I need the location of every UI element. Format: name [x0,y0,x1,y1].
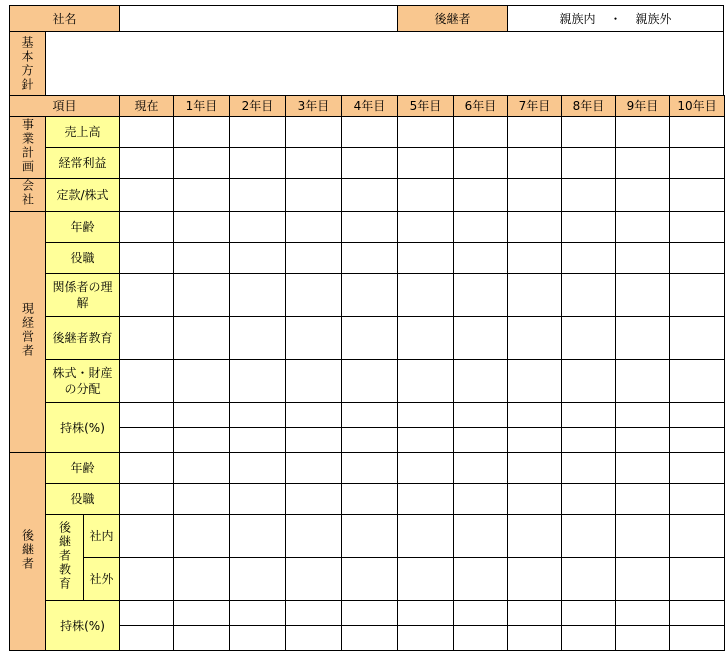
data-cell[interactable] [286,558,342,601]
data-cell[interactable] [174,558,230,601]
internal-label: 社内 [84,515,120,558]
data-cell[interactable] [120,484,174,515]
table-row [10,360,725,403]
period-header: 1年目 [174,96,230,117]
data-cell[interactable] [398,428,454,453]
data-cell[interactable] [230,558,286,601]
data-cell[interactable] [454,515,508,558]
data-cell[interactable] [120,515,174,558]
data-cell[interactable] [616,317,670,360]
table-row [10,317,725,360]
data-cell[interactable] [616,453,670,484]
sales-label: 売上高 [46,117,120,148]
item-header: 項目 [10,96,120,117]
successor-group [10,453,46,651]
period-header: 5年目 [398,96,454,117]
data-cell[interactable] [670,117,725,148]
data-cell[interactable] [562,601,616,626]
data-cell[interactable] [508,117,562,148]
data-cell[interactable] [670,601,725,626]
data-cell[interactable] [398,243,454,274]
data-cell[interactable] [616,484,670,515]
data-cell[interactable] [454,274,508,317]
data-cell[interactable] [398,117,454,148]
data-cell[interactable] [454,117,508,148]
data-cell[interactable] [616,148,670,179]
period-header: 7年目 [508,96,562,117]
table-row [10,453,725,484]
data-cell[interactable] [120,403,174,428]
data-cell[interactable] [174,453,230,484]
data-cell[interactable] [398,453,454,484]
data-cell[interactable] [398,626,454,651]
data-cell[interactable] [230,179,286,212]
data-cell[interactable] [174,117,230,148]
data-cell[interactable] [398,558,454,601]
external-label: 社外 [84,558,120,601]
data-cell[interactable] [286,601,342,626]
data-cell[interactable] [120,558,174,601]
company-label: 社名 [9,5,120,32]
family-choice-field[interactable] [507,5,724,32]
plan-grid [9,95,725,651]
data-cell[interactable] [230,212,286,243]
successor-age-label: 年齢 [46,453,120,484]
data-cell[interactable] [616,626,670,651]
data-cell[interactable] [562,403,616,428]
data-cell[interactable] [120,626,174,651]
successor-education-label: 後継者教育 [46,317,120,360]
data-cell[interactable] [454,558,508,601]
table-row [10,403,725,428]
data-cell[interactable] [286,179,342,212]
period-header: 10年目 [670,96,725,117]
data-cell[interactable] [286,403,342,428]
data-cell[interactable] [342,274,398,317]
data-cell[interactable] [398,212,454,243]
data-cell[interactable] [230,317,286,360]
sheet-header [0,0,726,104]
data-cell[interactable] [562,515,616,558]
data-cell[interactable] [398,360,454,403]
data-cell[interactable] [342,212,398,243]
data-cell[interactable] [508,148,562,179]
data-cell[interactable] [286,274,342,317]
data-cell[interactable] [120,360,174,403]
data-cell[interactable] [286,117,342,148]
business-plan-group [10,117,46,179]
data-cell[interactable] [508,243,562,274]
table-row [10,558,725,601]
data-cell[interactable] [562,558,616,601]
data-cell[interactable] [454,243,508,274]
data-cell[interactable] [174,484,230,515]
data-cell[interactable] [454,453,508,484]
period-header: 9年目 [616,96,670,117]
company-group [10,179,46,212]
data-cell[interactable] [508,484,562,515]
data-cell[interactable] [616,601,670,626]
data-cell[interactable] [398,148,454,179]
data-cell[interactable] [508,179,562,212]
table-row [10,484,725,515]
data-cell[interactable] [562,179,616,212]
data-cell[interactable] [454,212,508,243]
data-cell[interactable] [562,428,616,453]
data-cell[interactable] [508,626,562,651]
data-cell[interactable] [454,179,508,212]
current-manager-group [10,212,46,453]
age-label: 年齢 [46,212,120,243]
data-cell[interactable] [230,428,286,453]
data-cell[interactable] [286,453,342,484]
table-row [10,212,725,243]
data-cell[interactable] [286,360,342,403]
shareholding-label: 持株(%) [46,403,120,453]
data-cell[interactable] [342,626,398,651]
family-in-option[interactable]: 親族内 [559,12,596,26]
data-cell[interactable] [230,403,286,428]
data-cell[interactable] [120,274,174,317]
data-cell[interactable] [120,243,174,274]
data-cell[interactable] [398,274,454,317]
data-cell[interactable] [562,212,616,243]
data-cell[interactable] [670,148,725,179]
data-cell[interactable] [508,403,562,428]
data-cell[interactable] [508,317,562,360]
data-cell[interactable] [174,212,230,243]
data-cell[interactable] [670,558,725,601]
data-cell[interactable] [670,243,725,274]
data-cell[interactable] [454,601,508,626]
data-cell[interactable] [562,243,616,274]
successor-education-group [46,515,84,601]
data-cell[interactable] [562,626,616,651]
data-cell[interactable] [616,360,670,403]
current-manager-group-text: 現経営者 [20,302,35,358]
data-cell[interactable] [454,148,508,179]
data-cell[interactable] [120,601,174,626]
data-cell[interactable] [670,212,725,243]
data-cell[interactable] [286,243,342,274]
data-cell[interactable] [342,148,398,179]
data-cell[interactable] [616,179,670,212]
basic-policy-label-text: 基本方針 [20,36,34,92]
data-cell[interactable] [174,601,230,626]
data-cell[interactable] [286,212,342,243]
stakeholder-understanding-label: 関係者の理解 [46,274,120,317]
table-row [10,148,725,179]
data-cell[interactable] [670,179,725,212]
data-cell[interactable] [342,403,398,428]
data-cell[interactable] [230,117,286,148]
data-cell[interactable] [286,148,342,179]
data-cell[interactable] [454,360,508,403]
data-cell[interactable] [120,179,174,212]
data-cell[interactable] [342,484,398,515]
data-cell[interactable] [342,243,398,274]
period-header: 4年目 [342,96,398,117]
data-cell[interactable] [286,428,342,453]
data-cell[interactable] [670,626,725,651]
data-cell[interactable] [342,179,398,212]
data-cell[interactable] [670,403,725,428]
data-cell[interactable] [454,428,508,453]
data-cell[interactable] [120,148,174,179]
data-cell[interactable] [616,428,670,453]
data-cell[interactable] [508,515,562,558]
data-cell[interactable] [562,453,616,484]
data-cell[interactable] [230,626,286,651]
option-separator: ・ [609,12,622,26]
company-group-text: 会社 [20,179,35,207]
data-cell[interactable] [616,403,670,428]
data-cell[interactable] [398,403,454,428]
data-cell[interactable] [616,243,670,274]
data-cell[interactable] [454,484,508,515]
period-header: 2年目 [230,96,286,117]
data-cell[interactable] [120,428,174,453]
data-cell[interactable] [174,317,230,360]
data-cell[interactable] [398,179,454,212]
ordinary-profit-label: 経常利益 [46,148,120,179]
business-plan-group-text: 事業計画 [20,117,35,174]
data-cell[interactable] [286,515,342,558]
period-header: 現在 [120,96,174,117]
data-cell[interactable] [174,403,230,428]
successor-position-label: 役職 [46,484,120,515]
data-cell[interactable] [616,117,670,148]
data-cell[interactable] [174,428,230,453]
data-cell[interactable] [230,274,286,317]
data-cell[interactable] [342,428,398,453]
data-cell[interactable] [670,274,725,317]
data-cell[interactable] [670,484,725,515]
share-asset-distribution-label: 株式・財産の分配 [46,360,120,403]
data-cell[interactable] [670,453,725,484]
data-cell[interactable] [616,558,670,601]
data-cell[interactable] [508,453,562,484]
data-cell[interactable] [286,484,342,515]
data-cell[interactable] [174,360,230,403]
data-cell[interactable] [616,212,670,243]
data-cell[interactable] [508,558,562,601]
data-cell[interactable] [174,179,230,212]
family-out-option[interactable]: 親族外 [635,12,672,26]
data-cell[interactable] [670,515,725,558]
data-cell[interactable] [454,626,508,651]
data-cell[interactable] [230,148,286,179]
data-cell[interactable] [342,317,398,360]
data-cell[interactable] [508,274,562,317]
data-cell[interactable] [230,484,286,515]
data-cell[interactable] [454,317,508,360]
data-cell[interactable] [230,453,286,484]
table-row [10,179,725,212]
data-cell[interactable] [398,317,454,360]
data-cell[interactable] [508,601,562,626]
successor-group-text: 後継者 [20,528,35,571]
data-cell[interactable] [342,515,398,558]
data-cell[interactable] [342,360,398,403]
company-name-field[interactable] [119,5,398,32]
table-row [10,243,725,274]
data-cell[interactable] [562,484,616,515]
table-row [10,117,725,148]
data-cell[interactable] [562,360,616,403]
data-cell[interactable] [342,601,398,626]
data-cell[interactable] [508,428,562,453]
data-cell[interactable] [230,360,286,403]
data-cell[interactable] [120,453,174,484]
table-row [10,515,725,558]
data-cell[interactable] [398,515,454,558]
data-cell[interactable] [174,626,230,651]
data-cell[interactable] [230,243,286,274]
data-cell[interactable] [230,515,286,558]
data-cell[interactable] [508,360,562,403]
position-label: 役職 [46,243,120,274]
data-cell[interactable] [174,515,230,558]
data-cell[interactable] [670,428,725,453]
data-cell[interactable] [174,148,230,179]
data-cell[interactable] [508,212,562,243]
data-cell[interactable] [342,558,398,601]
table-row [10,274,725,317]
data-cell[interactable] [454,403,508,428]
period-header: 3年目 [286,96,342,117]
data-cell[interactable] [120,212,174,243]
data-cell[interactable] [174,243,230,274]
data-cell[interactable] [174,274,230,317]
data-cell[interactable] [562,117,616,148]
header-row [10,96,725,117]
data-cell[interactable] [342,453,398,484]
data-cell[interactable] [120,317,174,360]
data-cell[interactable] [120,117,174,148]
data-cell[interactable] [286,626,342,651]
basic-policy-label [9,31,46,97]
period-header: 6年目 [454,96,508,117]
data-cell[interactable] [342,117,398,148]
successor-education-group-text: 後継者教育 [57,520,72,591]
data-cell[interactable] [616,515,670,558]
basic-policy-field[interactable] [45,31,724,97]
successor-label: 後継者 [397,5,508,32]
table-row [10,601,725,626]
data-cell[interactable] [230,601,286,626]
data-cell[interactable] [562,148,616,179]
successor-shareholding-label: 持株(%) [46,601,120,651]
data-cell[interactable] [616,274,670,317]
data-cell[interactable] [562,274,616,317]
articles-shares-label: 定款/株式 [46,179,120,212]
data-cell[interactable] [398,601,454,626]
data-cell[interactable] [670,317,725,360]
data-cell[interactable] [562,317,616,360]
data-cell[interactable] [286,317,342,360]
period-header: 8年目 [562,96,616,117]
data-cell[interactable] [398,484,454,515]
data-cell[interactable] [670,360,725,403]
